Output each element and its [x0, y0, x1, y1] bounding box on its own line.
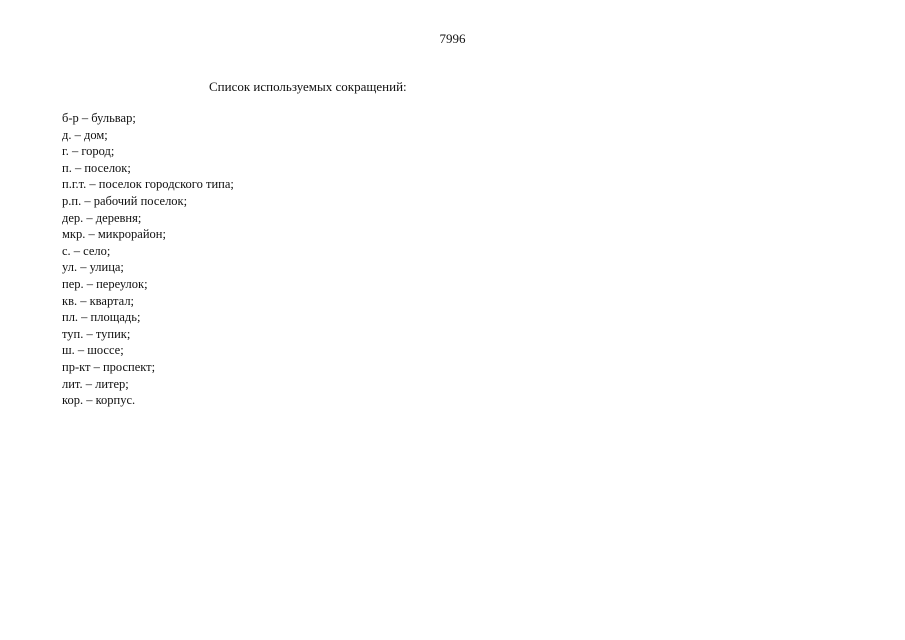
abbreviation-item: г. – город; [62, 144, 115, 159]
page-number: 7996 [439, 31, 466, 46]
abbreviation-item: кор. – корпус. [62, 393, 136, 408]
abbreviation-item: дер. – деревня; [62, 210, 142, 225]
abbreviation-item: лит. – литер; [62, 376, 129, 391]
abbreviations-list [62, 110, 234, 409]
abbreviations-title: Список используемых сокращений: [209, 79, 407, 94]
abbreviation-item: ш. – шоссе; [62, 343, 124, 358]
abbreviation-item: пр-кт – проспект; [62, 359, 156, 374]
abbreviation-item: пер. – переулок; [62, 276, 148, 291]
abbreviation-item: кв. – квартал; [62, 293, 135, 308]
abbreviation-item: р.п. – рабочий поселок; [62, 193, 188, 208]
abbreviation-item: б-р – бульвар; [62, 111, 136, 125]
abbreviation-item: п.г.т. – поселок городского типа; [62, 177, 234, 192]
abbreviation-item: с. – село; [62, 243, 111, 258]
abbreviation-item: туп. – тупик; [62, 326, 131, 341]
abbreviation-item: пл. – площадь; [62, 310, 141, 325]
abbreviation-item: п. – поселок; [62, 160, 131, 175]
abbreviation-item: мкр. – микрорайон; [62, 227, 166, 242]
abbreviation-item: д. – дом; [62, 127, 108, 142]
abbreviation-item: ул. – улица; [62, 260, 124, 275]
